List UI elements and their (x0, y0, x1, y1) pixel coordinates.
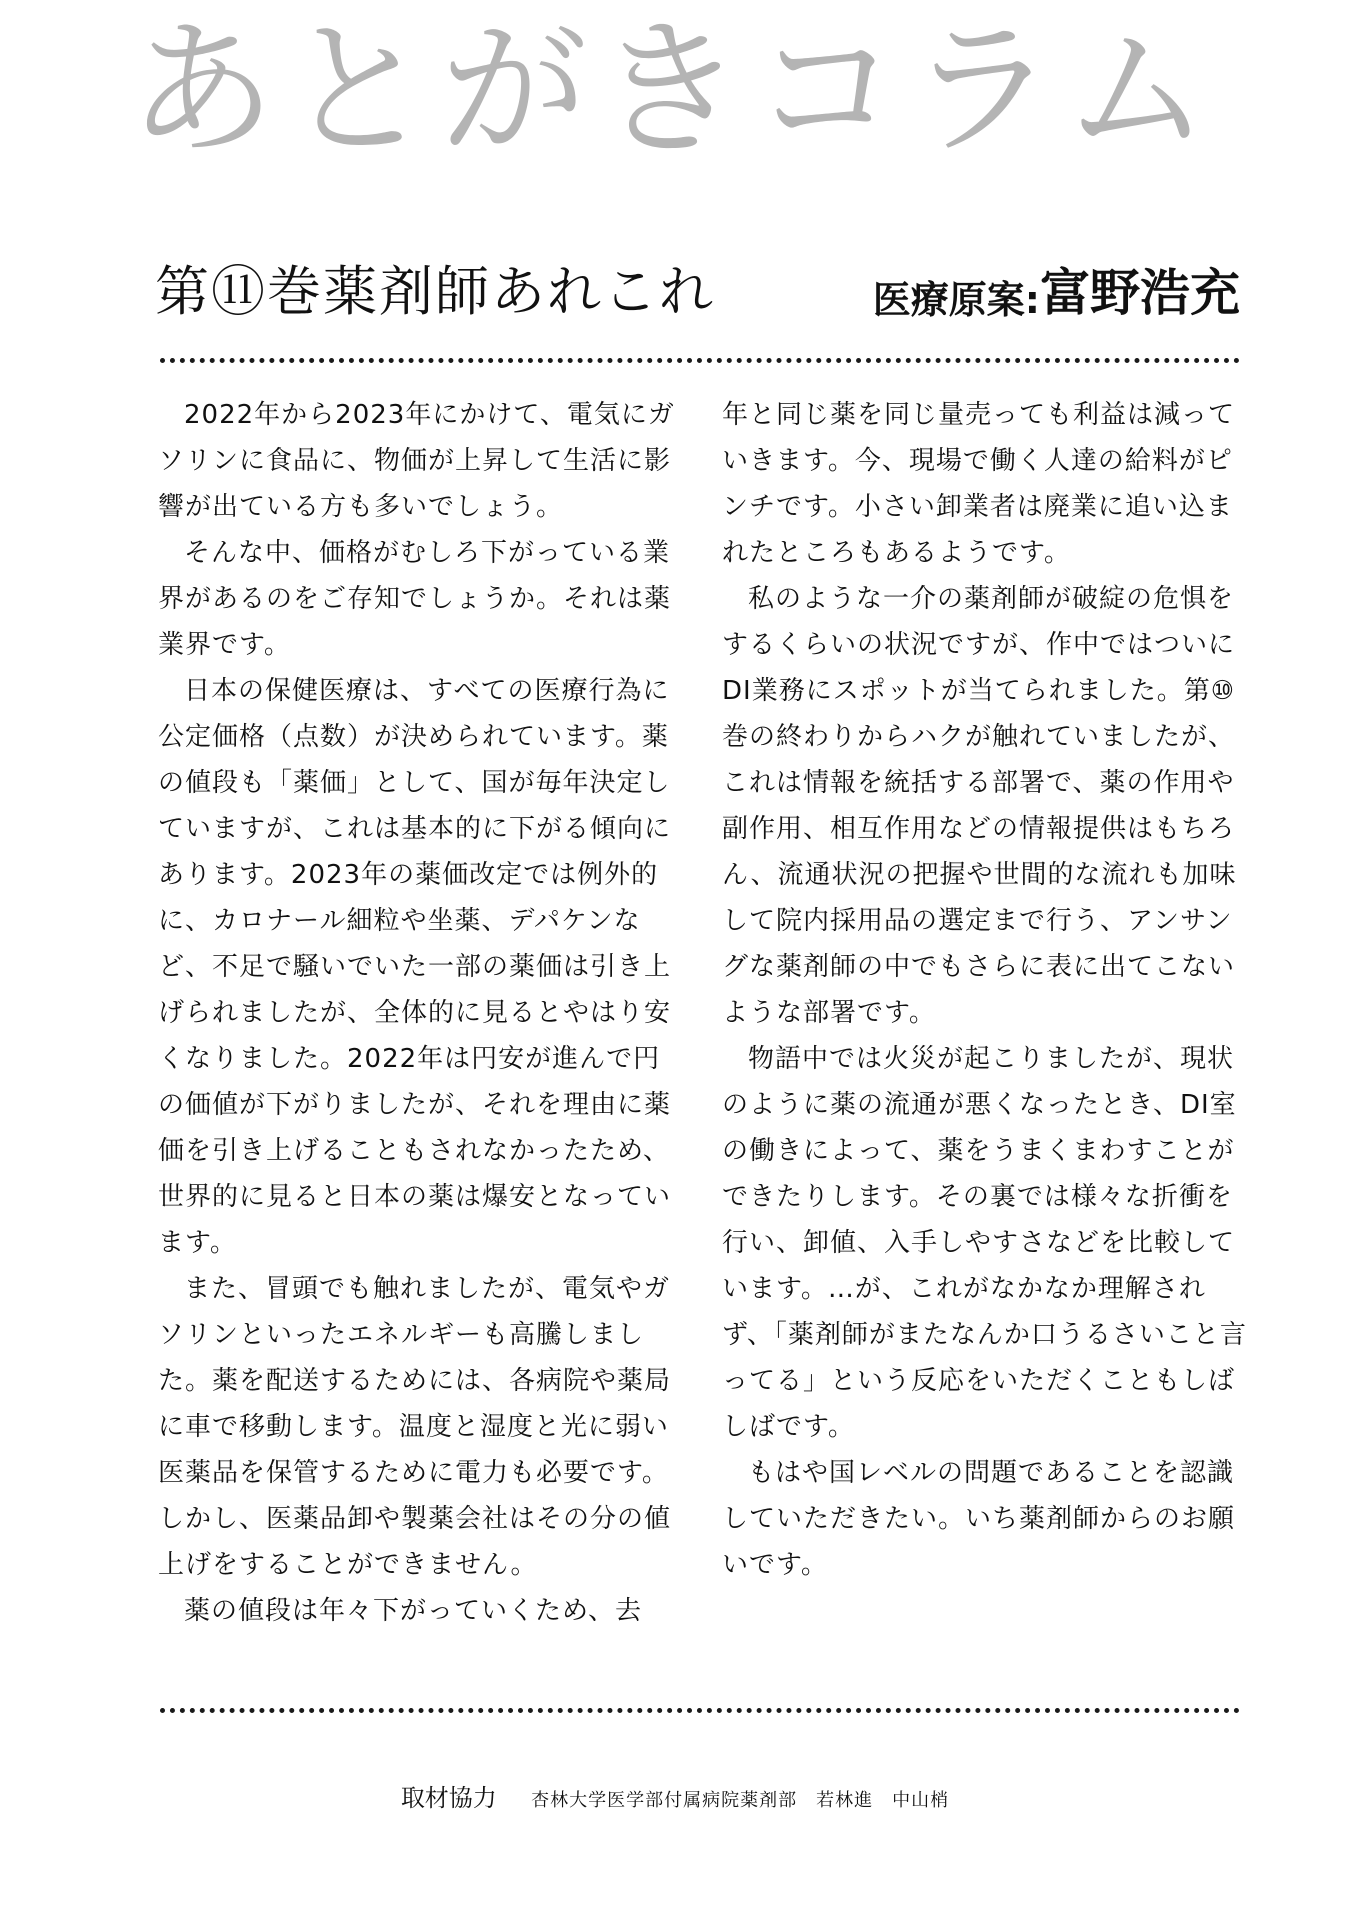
left-text-column (158, 392, 683, 1634)
paragraph: 日本の保健医療は、すべての医療行為に公定価格（点数）が決められています。薬の値段も「薬価」として、国が毎年決定していますが、これは基本的に下がる傾向にあります。2023年の薬価改定では例外的に、カロナール細粒や坐薬、デパケンなど、不足で騒いでいた一部の薬価は引き上げられましたが、全体的に見るとやはり安くなりました。2022年は円安が進んで円の価値が下がりましたが、それを理由に薬価を引き上げることもされなかったため、世界的に見ると日本の薬は爆安となっています。 (158, 676, 672, 1258)
paragraph-continuation: 年と同じ薬を同じ量売っても利益は減っていきます。今、現場で働く人達の給料がピンチです。小さい卸業者は廃業に追い込まれたところもあるようです。 (722, 400, 1236, 568)
paragraph: 私のような一介の薬剤師が破綻の危惧をするくらいの状況ですが、作中ではついにDI業務にスポットが当てられました。第⑩巻の終わりからハクが触れていましたが、これは情報を統括する部署で、薬の作用や副作用、相互作用などの情報提供はもちろん、流通状況の把握や世間的な流れも加味して院内採用品の選定まで行う、アンサングな薬剤師の中でもさらに表に出てこないような部署です。 (722, 584, 1237, 1028)
credit (873, 266, 1240, 321)
paragraph: 物語中では火災が起こりましたが、現状のように薬の流通が悪くなったとき、DI室の働きによって、薬をうまくまわすことができたりします。その裏では様々な折衝を行い、卸値、入手しやすさなどを比較しています。…が、これがなかなか理解されず、「薬剤師がまたなんか口うるさいこと言ってる」という反応をいただくこともしばしばです。 (722, 1044, 1247, 1442)
volume-title: 第⑪巻薬剤師あれこれ (155, 260, 715, 323)
paragraph: そんな中、価格がむしろ下がっている業界があるのをご存知でしょうか。それは薬業界です。 (158, 538, 672, 660)
column-header-title: あとがきコラム (128, 4, 1219, 176)
footer-value: 杏林大学医学部付属病院薬剤部 若林進 中山梢 (531, 1790, 950, 1811)
credit-label: 医療原案: (872, 277, 1040, 322)
footer-label: 取材協力 (400, 1784, 497, 1812)
paragraph: また、冒頭でも触れましたが、電気やガソリンといったエネルギーも高騰しました。薬を配送するためには、各病院や薬局に車で移動します。温度と湿度と光に弱い医薬品を保管するために電力も必要です。しかし、医薬品卸や製薬会社はその分の値上げをすることができません。 (158, 1274, 672, 1580)
right-text-column (722, 392, 1247, 1588)
top-dotted-divider (160, 358, 1240, 363)
paragraph: もはや国レベルの問題であることを認識していただきたい。いち薬剤師からのお願いです。 (722, 1458, 1236, 1580)
footer-credit (0, 1778, 1350, 1813)
credit-name: 富野浩充 (1040, 264, 1240, 323)
paragraph: 薬の値段は年々下がっていくため、去 (184, 1596, 642, 1626)
subtitle-row (155, 262, 1240, 321)
paragraph: 2022年から2023年にかけて、電気にガソリンに食品に、物価が上昇して生活に影響が出ている方も多いでしょう。 (158, 400, 675, 522)
bottom-dotted-divider (160, 1708, 1240, 1713)
